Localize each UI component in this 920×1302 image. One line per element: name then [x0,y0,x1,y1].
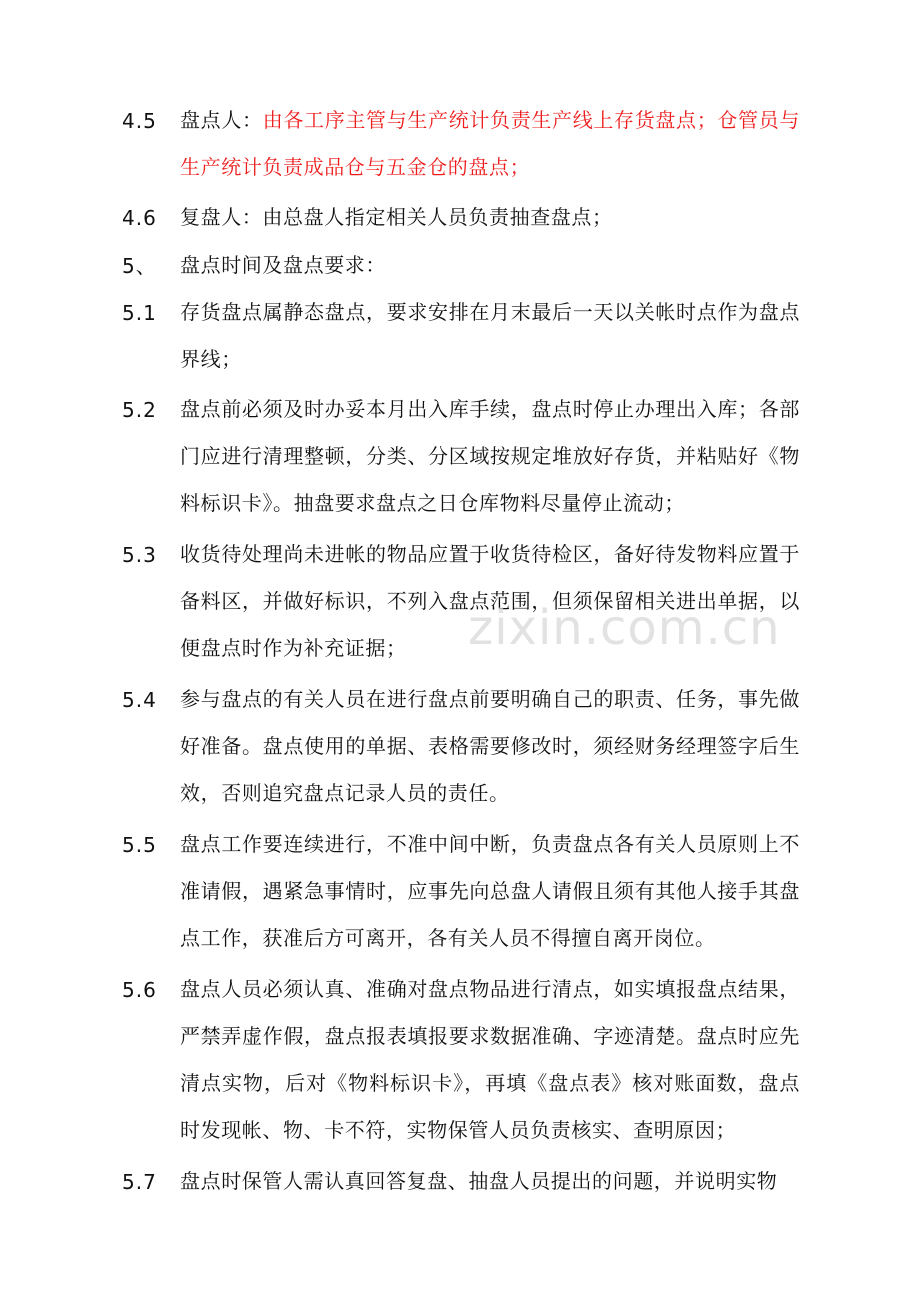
clause-body [180,966,800,1154]
clause-text: 复盘人：由总盘人指定相关人员负责抽查盘点； [180,205,613,229]
clause-number: 5.3 [122,543,157,567]
clause-number: 5.2 [122,398,157,422]
clause-label: 盘点人： [180,108,263,132]
clause-body [180,676,800,817]
highlighted-text: 由各工序主管与生产统计负责生产线上存货盘点；仓管员与生产统计负责成品仓与五金仓的盘点； [180,108,800,179]
clause-text: 盘点时间及盘点要求： [180,253,386,277]
clause-number: 5.4 [122,688,157,712]
clause-text: 盘点时保管人需认真回答复盘、抽盘人员提出的问题，并说明实物 [180,1169,778,1193]
clause-text: 盘点人员必须认真、准确对盘点物品进行清点，如实填报盘点结果，严禁弄虚作假，盘点报表填报要求数据准确、字迹清楚。盘点时应先清点实物，后对《物料标识卡》，再填《盘点表》核对账面数，盘点时发现帐、物、卡不符，实物保管人员负责核实、查明原因； [180,977,800,1142]
clause-body [180,194,800,241]
clause-text: 收货待处理尚未进帐的物品应置于收货待检区，备好待发物料应置于备料区，并做好标识，不列入盘点范围，但须保留相关进出单据，以便盘点时作为补充证据； [180,542,800,660]
clause-text: 盘点前必须及时办妥本月出入库手续，盘点时停止办理出入库；各部门应进行清理整顿，分类、分区域按规定堆放好存货，并粘贴好《物料标识卡》。抽盘要求盘点之日仓库物料尽量停止流动； [180,397,800,515]
clause-number: 5.1 [122,301,157,325]
clause-body [180,97,800,191]
clause-number: 5.5 [122,833,157,857]
section-title [180,242,800,289]
clause-text: 参与盘点的有关人员在进行盘点前要明确自己的职责、任务，事先做好准备。盘点使用的单据、表格需要修改时，须经财务经理签字后生效，否则追究盘点记录人员的责任。 [180,687,800,805]
clause-body [180,821,800,962]
clause-number: 5.7 [122,1170,157,1194]
watermark: zixin.com.cn [468,600,781,656]
clause-body [180,289,800,383]
clause-number: 4.6 [122,206,157,230]
clause-number: 5.6 [122,978,157,1002]
clause-body [180,386,800,527]
clause-text: 盘点工作要连续进行，不准中间中断，负责盘点各有关人员原则上不准请假，遇紧急事情时，应事先向总盘人请假且须有其他人接手其盘点工作，获准后方可离开，各有关人员不得擅自离开岗位。 [180,832,800,950]
clause-body [180,1158,800,1205]
clause-number: 4.5 [122,109,157,133]
clause-text: 存货盘点属静态盘点，要求安排在月末最后一天以关帐时点作为盘点界线； [180,300,800,371]
section-number: 5、 [122,254,157,278]
